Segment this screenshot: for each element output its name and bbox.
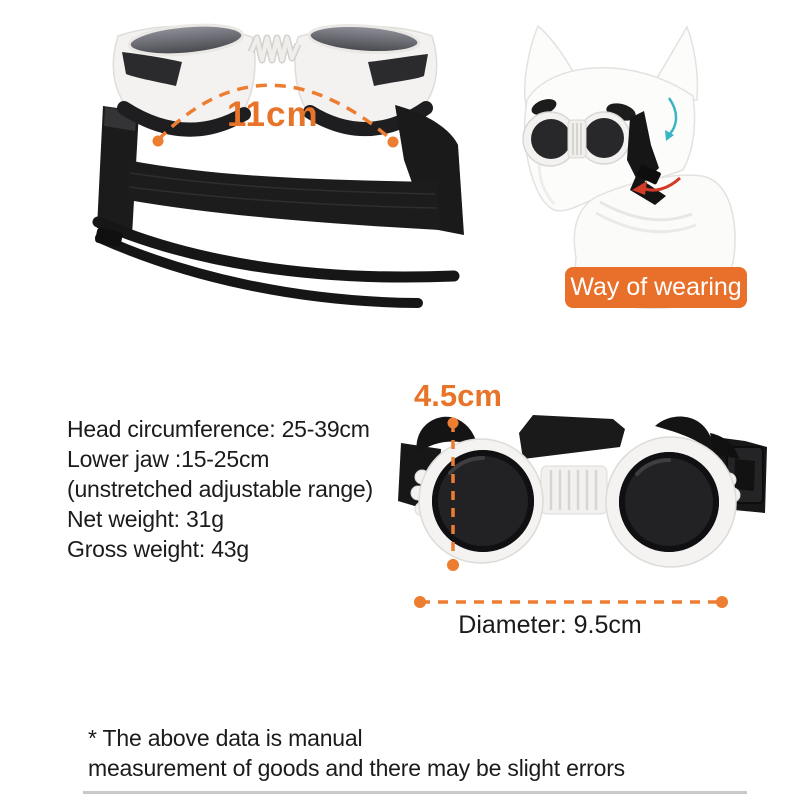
goggles-back-view-illustration [60, 10, 470, 310]
dimension-dot [414, 596, 426, 608]
dog-wearing-photo [480, 0, 800, 310]
spec-line-lower-jaw: Lower jaw :15-25cm [67, 446, 270, 472]
specs-block [67, 414, 373, 564]
right-lens-assembly [606, 437, 736, 567]
strap-length-label: 11cm [227, 95, 319, 134]
spec-line-adjustable-range: (unstretched adjustable range) [67, 476, 373, 502]
diameter-label: Diameter: 9.5cm [458, 611, 642, 639]
dimension-dot [448, 418, 459, 429]
way-of-wearing-badge: Way of wearing [565, 267, 747, 308]
goggles-back-view-photo [60, 10, 470, 310]
disclaimer-line-2: measurement of goods and there may be slight errors [88, 755, 625, 781]
goggles-front-view-photo [395, 385, 800, 635]
dog-illustration [480, 0, 800, 310]
spec-line-gross-weight: Gross weight: 43g [67, 536, 249, 562]
divider-line [83, 791, 747, 794]
dimension-dot [447, 559, 459, 571]
ribbed-bridge [541, 466, 607, 514]
left-lens-assembly [419, 439, 543, 563]
dimension-dot [153, 136, 164, 147]
goggles-front-view-illustration [395, 385, 800, 635]
spec-line-net-weight: Net weight: 31g [67, 506, 224, 532]
dimension-dot [716, 596, 728, 608]
head-straps [95, 105, 464, 303]
lens-height-label: 4.5cm [414, 378, 502, 413]
disclaimer-text [88, 723, 625, 783]
spec-line-head-circumference: Head circumference: 25-39cm [67, 416, 370, 442]
disclaimer-line-1: * The above data is manual [88, 725, 363, 751]
spring-bridge [251, 38, 298, 60]
diameter-dimension [414, 596, 728, 608]
dimension-dot [388, 137, 399, 148]
